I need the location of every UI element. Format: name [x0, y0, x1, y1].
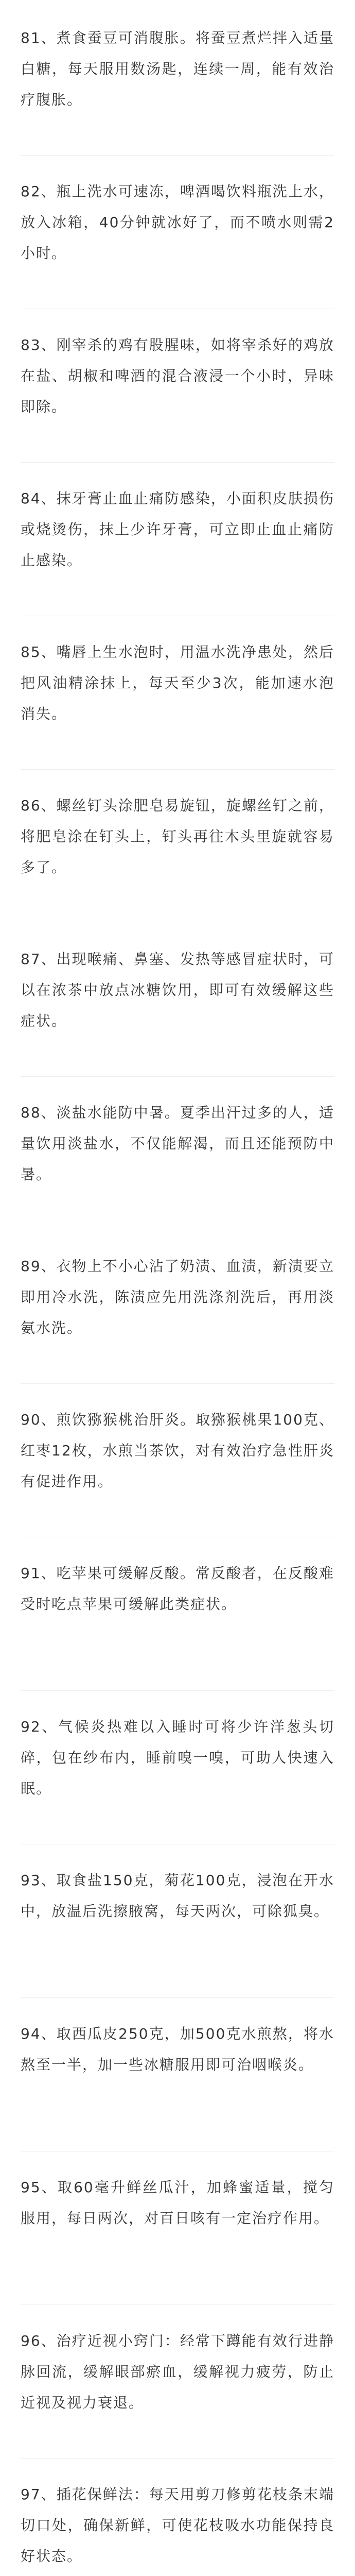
tip-item	[21, 2151, 334, 2305]
tip-item	[21, 1077, 334, 1230]
tip-text: 81、煮食蚕豆可消腹胀。将蚕豆煮烂拌入适量白糖，每天服用数汤匙，连续一周，能有效治疗腹胀。	[21, 29, 334, 108]
tip-item	[21, 2459, 334, 2576]
tip-item	[21, 463, 334, 616]
tip-item	[21, 616, 334, 770]
tip-item	[21, 1230, 334, 1384]
tip-text: 87、出现喉痛、鼻塞、发热等感冒症状时，可以在浓茶中放点冰糖饮用，即可有效缓解这些症状。	[21, 951, 334, 1029]
tip-item	[21, 923, 334, 1077]
tip-text: 96、治疗近视小窍门：经常下蹲能有效行进静脉回流，缓解眼部瘀血，缓解视力疲劳，防止近视及视力衰退。	[21, 2332, 334, 2411]
tip-item	[21, 1844, 334, 1998]
tip-item	[21, 2, 334, 156]
tip-text: 83、刚宰杀的鸡有股腥味，如将宰杀好的鸡放在盐、胡椒和啤酒的混合液浸一个小时，异味即除。	[21, 336, 334, 415]
tip-text: 94、取西瓜皮250克，加500克水煎熬，将水熬至一半，加一些冰糖服用即可治咽喉炎。	[21, 2025, 334, 2073]
tip-text: 92、气候炎热难以入睡时可将少许洋葱头切碎，包在纱布内，睡前嗅一嗅，可助人快速入眠。	[21, 1718, 334, 1797]
tip-text: 89、衣物上不小心沾了奶渍、血渍，新渍要立即用冷水洗，陈渍应先用洗涤剂洗后，再用淡氨水洗。	[21, 1258, 334, 1336]
tip-text: 86、螺丝钉头涂肥皂易旋钮，旋螺丝钉之前，将肥皂涂在钉头上，钉头再往木头里旋就容易多了。	[21, 797, 334, 876]
tip-item	[21, 309, 334, 463]
tip-text: 95、取60毫升鲜丝瓜汁，加蜂蜜适量，搅匀服用，每日两次，对百日咳有一定治疗作用。	[21, 2179, 334, 2227]
tip-item	[21, 1384, 334, 1537]
tip-item	[21, 156, 334, 309]
tip-item	[21, 1691, 334, 1844]
tip-text: 85、嘴唇上生水泡时，用温水洗净患处，然后把风油精涂抹上，每天至少3次，能加速水泡消失。	[21, 643, 334, 722]
tip-item	[21, 770, 334, 923]
tip-item	[21, 1998, 334, 2151]
tip-text: 90、煎饮猕猴桃治肝炎。取猕猴桃果100克、红枣12枚，水煎当茶饮，对有效治疗急性肝炎有促进作用。	[21, 1411, 334, 1490]
tip-text: 91、吃苹果可缓解反酸。常反酸者，在反酸难受时吃点苹果可缓解此类症状。	[21, 1565, 334, 1613]
tip-text: 84、抹牙膏止血止痛防感染，小面积皮肤损伤或烧烫伤，抹上少许牙膏，可立即止血止痛防止感染。	[21, 490, 334, 569]
tip-text: 93、取食盐150克，菊花100克，浸泡在开水中，放温后洗擦腋窝，每天两次，可除狐臭。	[21, 1872, 334, 1920]
tip-item	[21, 2305, 334, 2459]
tip-text: 88、淡盐水能防中暑。夏季出汗过多的人，适量饮用淡盐水，不仅能解渴，而且还能预防中暑。	[21, 1104, 334, 1183]
tip-text: 97、插花保鲜法：每天用剪刀修剪花枝条末端切口处，确保新鲜，可使花枝吸水功能保持良好状态。	[21, 2486, 334, 2565]
tip-text: 82、瓶上洗水可速冻，啤酒喝饮料瓶洗上水，放入冰箱，40分钟就冰好了，而不喷水则需2小时。	[21, 183, 334, 262]
tip-item	[21, 1537, 334, 1691]
